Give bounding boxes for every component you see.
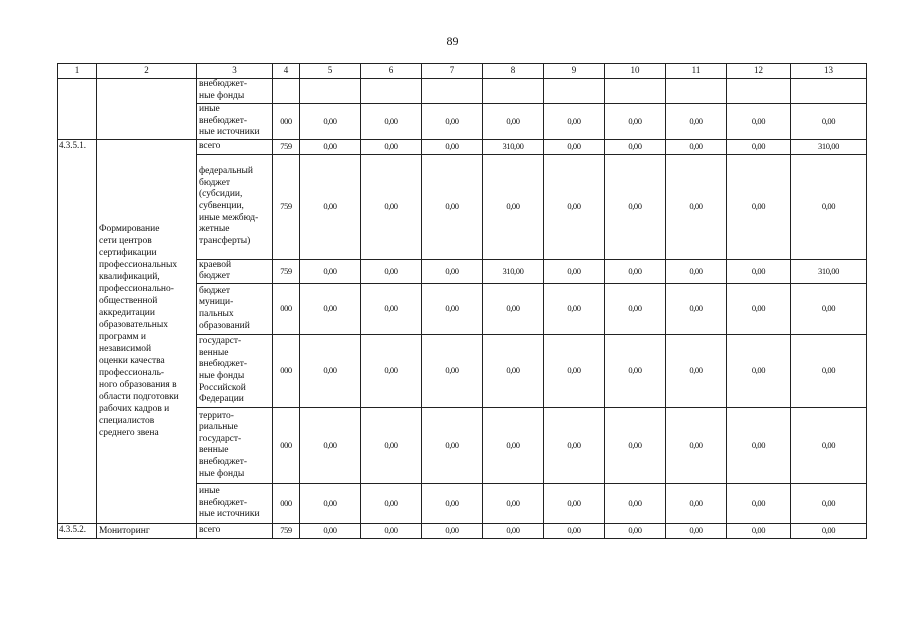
value-cell: 0,00 [727, 407, 791, 483]
code-cell: 000 [273, 407, 300, 483]
row-number-cell: 4.3.5.2. [58, 523, 97, 538]
funding-source-cell [197, 79, 273, 104]
value-cell: 0,00 [727, 259, 791, 283]
value-cell: 0,00 [791, 407, 867, 483]
funding-source-cell-line: федеральный [199, 166, 253, 177]
funding-source-cell [197, 483, 273, 523]
page-number: 89 [446, 34, 459, 48]
funding-source-cell [197, 139, 273, 154]
activity-name-cell [97, 79, 197, 140]
code-cell: 759 [273, 259, 300, 283]
funding-source-cell [197, 154, 273, 259]
activity-name-cell-line: профессиональ- [99, 368, 165, 379]
funding-source-cell [197, 334, 273, 407]
value-cell: 0,00 [666, 523, 727, 538]
value-cell: 0,00 [544, 334, 605, 407]
value-cell: 0,00 [483, 523, 544, 538]
value-cell: 0,00 [727, 483, 791, 523]
value-cell: 0,00 [791, 283, 867, 334]
value-cell: 0,00 [300, 283, 361, 334]
funding-source-cell-line: всего [199, 140, 221, 151]
value-cell: 0,00 [544, 154, 605, 259]
activity-name-cell-line: общественной [99, 296, 158, 307]
value-cell: 0,00 [791, 104, 867, 140]
value-cell: 0,00 [666, 407, 727, 483]
column-header: 2 [97, 64, 197, 79]
column-header: 6 [361, 64, 422, 79]
funding-source-cell [197, 283, 273, 334]
funding-source-cell-line: иные [199, 104, 220, 114]
value-cell [422, 79, 483, 104]
column-header: 7 [422, 64, 483, 79]
code-cell: 000 [273, 483, 300, 523]
value-cell: 0,00 [483, 407, 544, 483]
funding-source-cell-line: террито- [199, 410, 234, 421]
value-cell [791, 79, 867, 104]
funding-source-cell-line: краевой [199, 259, 232, 270]
activity-name-cell-line: образовательных [99, 320, 168, 331]
value-cell: 0,00 [361, 523, 422, 538]
value-cell: 0,00 [300, 154, 361, 259]
value-cell [361, 79, 422, 104]
funding-source-cell [197, 407, 273, 483]
funding-source-cell [197, 259, 273, 283]
value-cell: 0,00 [422, 139, 483, 154]
value-cell: 0,00 [605, 104, 666, 140]
column-header: 5 [300, 64, 361, 79]
value-cell [666, 79, 727, 104]
funding-source-cell-line: венные [199, 347, 229, 358]
funding-source-cell-line: иные межбюд- [199, 212, 259, 223]
value-cell: 0,00 [605, 483, 666, 523]
column-header: 10 [605, 64, 666, 79]
value-cell [727, 79, 791, 104]
value-cell: 0,00 [422, 407, 483, 483]
funding-source-cell [197, 523, 273, 538]
value-cell: 0,00 [727, 154, 791, 259]
value-cell: 310,00 [483, 259, 544, 283]
value-cell: 0,00 [791, 154, 867, 259]
funding-source-cell-line: ные фонды [199, 91, 245, 101]
value-cell: 0,00 [727, 283, 791, 334]
column-header: 12 [727, 64, 791, 79]
funding-source-cell-line: венные [199, 445, 229, 456]
value-cell: 0,00 [666, 283, 727, 334]
funding-source-cell-line: ные фонды [199, 370, 245, 381]
table-row [58, 79, 867, 104]
funding-source-cell-line: пальных [199, 308, 234, 319]
value-cell: 0,00 [300, 104, 361, 140]
value-cell: 0,00 [422, 523, 483, 538]
value-cell: 0,00 [605, 334, 666, 407]
value-cell: 0,00 [422, 334, 483, 407]
value-cell [483, 79, 544, 104]
value-cell: 0,00 [300, 483, 361, 523]
activity-name-cell-line: сети центров [99, 236, 152, 247]
funding-source-cell-line: субвенции, [199, 200, 244, 211]
funding-source-cell-line: внебюджет- [199, 359, 248, 370]
table-row [58, 139, 867, 154]
value-cell: 0,00 [300, 334, 361, 407]
activity-name-cell-line: программ и [99, 332, 146, 343]
activity-name-cell-line: независимой [99, 344, 152, 355]
value-cell: 0,00 [361, 407, 422, 483]
value-cell: 0,00 [483, 283, 544, 334]
activity-name-cell-line: ного образования в [99, 380, 177, 391]
value-cell: 0,00 [300, 407, 361, 483]
funding-source-cell-line: бюджет [199, 271, 231, 282]
code-cell: 759 [273, 139, 300, 154]
column-header: 3 [197, 64, 273, 79]
funding-source-cell-line: внебюджет- [199, 497, 248, 508]
value-cell: 0,00 [422, 283, 483, 334]
value-cell [605, 79, 666, 104]
funding-source-cell-line: муници- [199, 297, 234, 308]
column-header: 9 [544, 64, 605, 79]
value-cell: 0,00 [544, 139, 605, 154]
activity-name-cell-line: оценки качества [99, 356, 165, 367]
value-cell: 0,00 [422, 483, 483, 523]
funding-source-cell-line: ные источники [199, 127, 260, 138]
value-cell: 310,00 [791, 139, 867, 154]
column-header: 13 [791, 64, 867, 79]
value-cell: 0,00 [361, 139, 422, 154]
value-cell: 0,00 [605, 407, 666, 483]
code-cell: 759 [273, 154, 300, 259]
value-cell: 0,00 [544, 259, 605, 283]
column-header: 11 [666, 64, 727, 79]
value-cell: 0,00 [422, 104, 483, 140]
code-cell: 000 [273, 283, 300, 334]
value-cell: 0,00 [361, 483, 422, 523]
row-number-cell [58, 79, 97, 140]
value-cell: 0,00 [666, 104, 727, 140]
value-cell: 0,00 [791, 483, 867, 523]
funding-source-cell-line: ные источники [199, 509, 260, 520]
value-cell: 0,00 [361, 334, 422, 407]
value-cell: 0,00 [361, 104, 422, 140]
funding-source-cell-line: образований [199, 320, 250, 331]
code-cell: 000 [273, 104, 300, 140]
value-cell: 0,00 [544, 407, 605, 483]
value-cell: 0,00 [605, 139, 666, 154]
funding-source-cell-line: Федерации [199, 394, 244, 405]
row-number-cell: 4.3.5.1. [58, 139, 97, 523]
funding-source-cell-line: иные [199, 486, 220, 497]
value-cell [544, 79, 605, 104]
value-cell: 310,00 [483, 139, 544, 154]
value-cell: 0,00 [361, 259, 422, 283]
activity-name-cell-line: рабочих кадров и [99, 404, 170, 415]
value-cell: 0,00 [300, 139, 361, 154]
funding-source-cell-line: риальные [199, 422, 238, 433]
value-cell: 0,00 [666, 334, 727, 407]
activity-name-cell-line: профессионально- [99, 284, 174, 295]
column-header: 1 [58, 64, 97, 79]
value-cell: 0,00 [544, 483, 605, 523]
funding-source-cell-line: государст- [199, 433, 242, 444]
funding-source-cell-line: Российской [199, 382, 246, 393]
column-header: 4 [273, 64, 300, 79]
funding-source-cell-line: внебюджет- [199, 79, 248, 90]
value-cell: 310,00 [791, 259, 867, 283]
value-cell: 0,00 [791, 523, 867, 538]
funding-source-cell-line: всего [199, 525, 221, 536]
value-cell: 0,00 [300, 259, 361, 283]
activity-name-cell-line: Формирование [99, 224, 160, 235]
budget-table [57, 63, 867, 539]
funding-source-cell [197, 104, 273, 140]
activity-name-cell-line: специалистов [99, 416, 155, 427]
code-cell: 000 [273, 334, 300, 407]
value-cell: 0,00 [361, 154, 422, 259]
value-cell: 0,00 [605, 259, 666, 283]
activity-name-cell-line: аккредитации [99, 308, 155, 319]
activity-name-cell-line: среднего звена [99, 428, 159, 439]
funding-source-cell-line: внебюджет- [199, 457, 248, 468]
value-cell: 0,00 [544, 283, 605, 334]
activity-name-cell-line: сертификации [99, 248, 157, 259]
funding-source-cell-line: государст- [199, 336, 242, 347]
value-cell: 0,00 [300, 523, 361, 538]
value-cell: 0,00 [361, 283, 422, 334]
funding-source-cell-line: бюджет [199, 285, 231, 296]
header-row [58, 64, 867, 79]
funding-source-cell-line: ные фонды [199, 468, 245, 479]
value-cell: 0,00 [483, 334, 544, 407]
value-cell: 0,00 [605, 523, 666, 538]
value-cell: 0,00 [791, 334, 867, 407]
value-cell: 0,00 [483, 154, 544, 259]
value-cell: 0,00 [666, 154, 727, 259]
funding-source-cell-line: бюджет [199, 177, 231, 188]
value-cell: 0,00 [727, 104, 791, 140]
activity-name-cell-line: квалификаций, [99, 272, 160, 283]
value-cell: 0,00 [483, 483, 544, 523]
value-cell: 0,00 [544, 523, 605, 538]
value-cell: 0,00 [422, 154, 483, 259]
value-cell: 0,00 [666, 259, 727, 283]
value-cell: 0,00 [727, 334, 791, 407]
value-cell: 0,00 [483, 104, 544, 140]
funding-source-cell-line: трансферты) [199, 235, 251, 246]
value-cell [300, 79, 361, 104]
value-cell: 0,00 [666, 483, 727, 523]
table-row [58, 523, 867, 538]
activity-name-cell [97, 139, 197, 523]
activity-name-cell [97, 523, 197, 538]
code-cell: 759 [273, 523, 300, 538]
value-cell: 0,00 [727, 523, 791, 538]
activity-name-cell-line: профессиональных [99, 260, 178, 271]
funding-source-cell-line: внебюджет- [199, 115, 248, 126]
activity-name-cell-line: Мониторинг [99, 525, 150, 536]
value-cell: 0,00 [727, 139, 791, 154]
value-cell: 0,00 [605, 154, 666, 259]
value-cell: 0,00 [605, 283, 666, 334]
value-cell: 0,00 [666, 139, 727, 154]
value-cell: 0,00 [422, 259, 483, 283]
funding-source-cell-line: (субсидии, [199, 189, 243, 200]
column-header: 8 [483, 64, 544, 79]
value-cell: 0,00 [544, 104, 605, 140]
code-cell [273, 79, 300, 104]
activity-name-cell-line: области подготовки [99, 392, 179, 403]
funding-source-cell-line: жетные [199, 224, 230, 235]
